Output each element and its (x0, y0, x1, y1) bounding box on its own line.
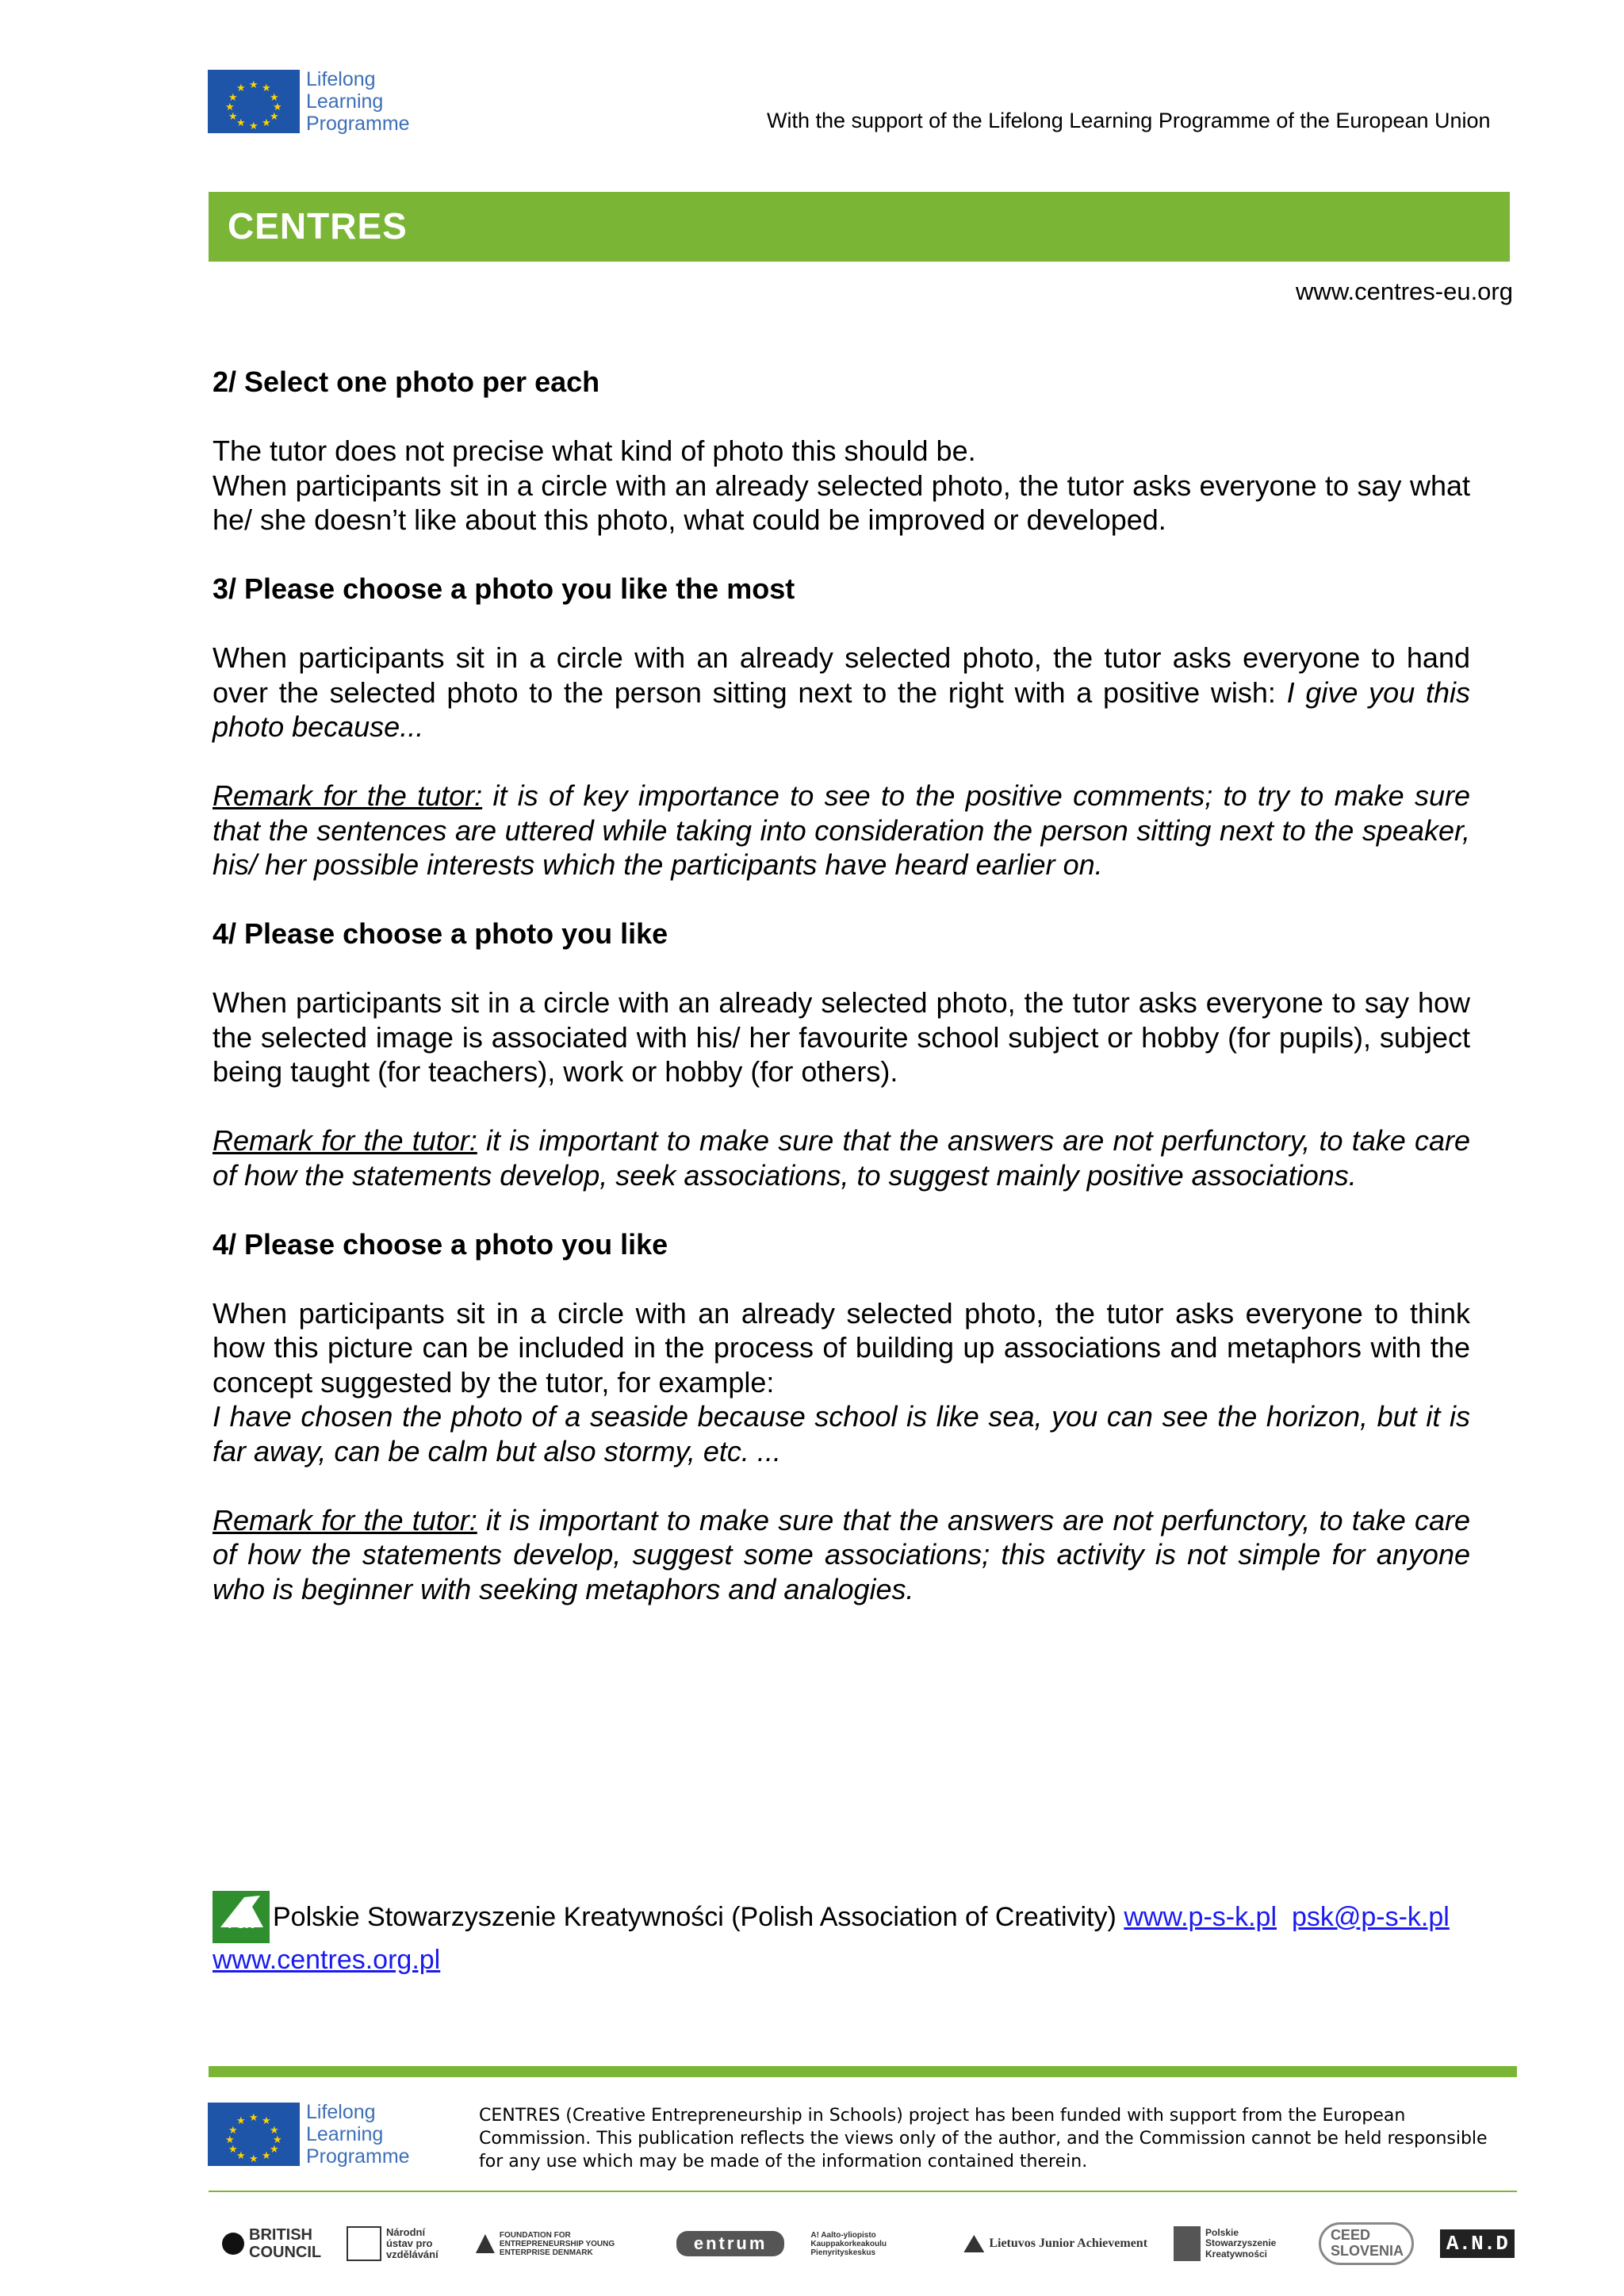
eu-flag-icon: ★ ★ ★ ★ ★ ★ ★ ★ ★ ★ ★ ★ (208, 70, 300, 133)
remark (213, 779, 1470, 882)
logo-line-3: Programme (306, 113, 410, 135)
nuv-logo-icon (347, 2226, 381, 2261)
support-text: With the support of the Lifelong Learning Programme of the European Union (767, 109, 1491, 132)
main-content (213, 365, 1470, 1606)
partner-logo (1440, 2229, 1515, 2259)
partner-logo (676, 2231, 785, 2256)
section-heading: 2/ Select one photo per each (213, 365, 600, 398)
partner-name: FOUNDATION FOR ENTREPRENEURSHIP YOUNG ENTERPRISE DENMARK (499, 2230, 615, 2257)
disclaimer-text: CENTRES (Creative Entrepreneurship in Schools) project has been funded with support from the European Commission. This publication reflects the views only of the author, and the Commission cannot be held responsible for any use which may be made of the information contained therein. (479, 2106, 1488, 2172)
section-heading: 4/ Please choose a photo you like (213, 917, 668, 950)
centres-org-link[interactable]: www.centres.org.pl (213, 1945, 441, 1975)
remark-label: Remark for the tutor: (213, 1503, 477, 1536)
logo-line-1: Lifelong (306, 68, 376, 90)
logo-line-2: Learning (306, 90, 384, 113)
remark (213, 1123, 1470, 1192)
remark-text: it is important to make sure that the answers are not perfunctory, to take care of how the statements develop, suggest some associations; this activity is not simple for anyone who is beginner with seeking metaphors and analogies. (213, 1503, 1470, 1605)
partner-logo (963, 2235, 1147, 2252)
example-text: I have chosen the photo of a seaside because school is like sea, you can see the horizon, but it is far away, can be calm but also stormy, etc. ... (213, 1400, 1470, 1468)
paragraph: When participants sit in a circle with an already selected photo, the tutor asks everyone to say how the selected image is associated with his/ her favourite school subject or hobby (for pupils), subject being taught (for teachers), work or hobby (for others). (213, 986, 1470, 1088)
paragraph (213, 641, 1470, 744)
partner-name: Lietuvos Junior Achievement (989, 2237, 1148, 2251)
mountain-logo-icon (963, 2235, 984, 2252)
org-email-link[interactable]: psk@p-s-k.pl (1291, 1902, 1450, 1932)
org-name: Polskie Stowarzyszenie Kreatywności (Polish Association of Creativity) (273, 1902, 1116, 1932)
logo-line-2: Learning (306, 2123, 384, 2145)
footer-divider-bar (209, 2066, 1517, 2077)
partner-logo (347, 2226, 450, 2261)
partner-logo (222, 2226, 320, 2261)
partner-logo (476, 2231, 650, 2257)
logo-text (306, 2101, 410, 2168)
partner-name: BRITISH COUNCIL (249, 2226, 322, 2261)
partner-name: A! Aalto-yliopisto Kauppakorkeakoulu Pienyrityskeskus (810, 2230, 887, 2257)
partner-logos (222, 2220, 1515, 2267)
partner-name: Polskie Stowarzyszenie Kreatywności (1205, 2227, 1277, 2260)
psk-logo-text: PSK (228, 1918, 255, 1931)
org-website-link[interactable]: www.p-s-k.pl (1124, 1902, 1277, 1932)
example (213, 1399, 1470, 1468)
lifelong-learning-logo (208, 68, 410, 135)
eu-flag-icon: ★ ★ ★ ★ ★ ★ ★ ★ ★ ★ ★ ★ (208, 2103, 300, 2166)
partner-logo (1174, 2226, 1293, 2261)
paragraph: When participants sit in a circle with an already selected photo, the tutor asks everyone to say what he/ she doesn’t like about this photo, what could be improved or developed. (213, 469, 1470, 536)
paragraph: When participants sit in a circle with an already selected photo, the tutor asks everyone to think how this picture can be included in the process of building up associations and metaphors with the concept suggested by the tutor, for example: (213, 1296, 1470, 1399)
paragraph: The tutor does not precise what kind of photo this should be. (213, 434, 976, 467)
banner-title: CENTRES (228, 205, 408, 247)
remark (213, 1503, 1470, 1607)
remark-text: it is important to make sure that the answers are not perfunctory, to take care of how the statements develop, seek associations, to suggest mainly positive associations. (213, 1124, 1470, 1192)
lifelong-learning-logo-footer (208, 2101, 410, 2168)
logo-line-1: Lifelong (306, 2101, 376, 2123)
section-heading: 3/ Please choose a photo you like the most (213, 572, 795, 605)
section-heading: 4/ Please choose a photo you like (213, 1227, 668, 1261)
partner-name: CEED SLOVENIA (1319, 2222, 1414, 2265)
partner-name: A.N.D (1440, 2229, 1515, 2259)
logo-line-3: Programme (306, 2145, 410, 2168)
italic-quote: I give you this photo because... (213, 675, 1470, 743)
partner-logo (1319, 2222, 1414, 2265)
organization-info (213, 1891, 1481, 1976)
remark-text: it is of key importance to see to the positive comments; to try to make sure that the sentences are uttered while taking into consideration the person sitting next to the speaker, his/ her possible interests which the participants have heard earlier on. (213, 779, 1470, 881)
paragraph-text: When participants sit in a circle with an already selected photo, the tutor asks everyone to hand over the selected photo to the person sitting next to the right with a positive wish: (213, 641, 1470, 709)
psk-logo (213, 1891, 270, 1943)
psk-small-logo-icon (1174, 2226, 1201, 2261)
remark-label: Remark for the tutor: (213, 779, 483, 812)
partner-name: entrum (676, 2231, 785, 2256)
remark-label: Remark for the tutor: (213, 1124, 477, 1157)
footer-thin-line (209, 2191, 1517, 2192)
website-url[interactable]: www.centres-eu.org (1296, 277, 1513, 305)
logo-text (306, 68, 410, 135)
partner-logo (810, 2231, 937, 2257)
british-council-dots-icon (222, 2233, 244, 2255)
partner-name: Národní ústav pro vzdělávání (385, 2225, 439, 2261)
triangle-logo-icon (476, 2234, 495, 2253)
